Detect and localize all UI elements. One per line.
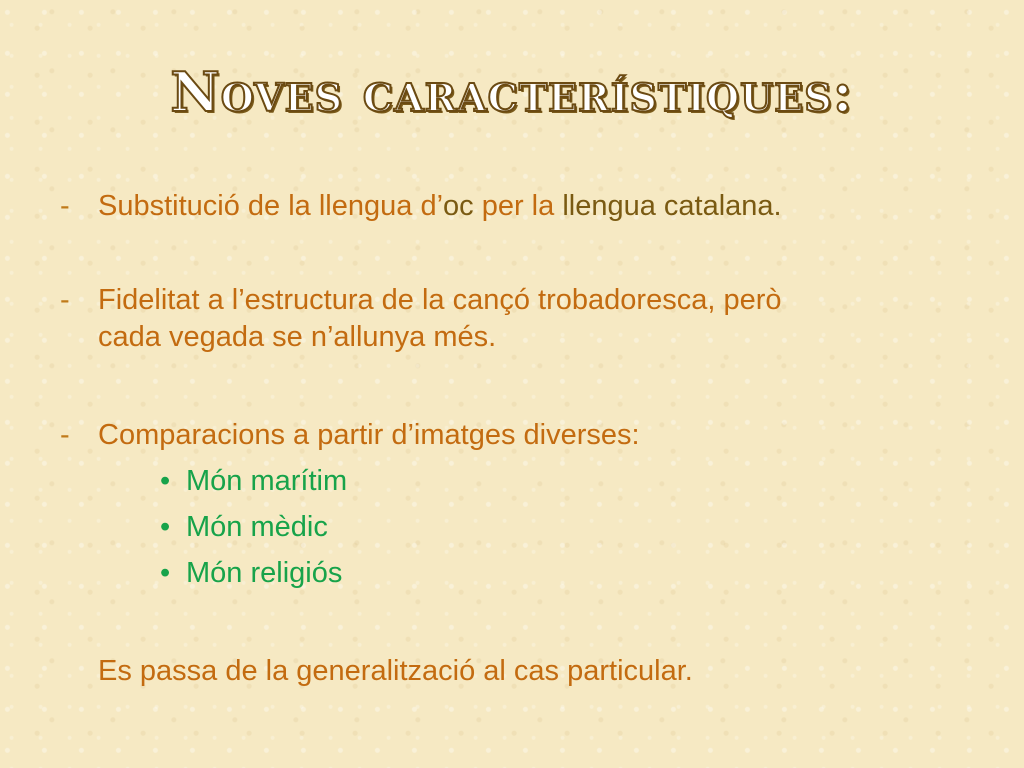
point-1-segment-4: llengua catalana. [562,190,782,222]
point-3-dash: - [60,419,70,451]
subbullet-item [160,509,328,546]
point-2-line-1: Fidelitat a l’estructura de la cançó trobadoresca, però [98,284,782,316]
point-3-text: Comparacions a partir d’imatges diverses: [98,419,640,451]
conclusion-text: Es passa de la generalització al cas particular. [98,655,693,687]
subbullet-text: Món religiós [186,557,343,589]
bullet-icon: • [160,465,171,497]
subbullet-text: Món marítim [186,465,348,497]
point-1-segment-3: per la [473,190,563,222]
point-2-line-2: cada vegada se n’allunya més. [98,321,497,353]
point-2-dash: - [60,284,70,316]
point-1-dash: - [60,190,70,222]
point-1-text [98,188,782,225]
point-1-segment-1: Substitució de la llengua d’ [98,190,444,222]
bullet-icon: • [160,511,171,543]
subbullet-item [160,463,347,500]
subbullet-item [160,555,342,592]
subbullet-text: Món mèdic [186,511,328,543]
slide-title: Noves característiques: [170,60,854,124]
point-1-segment-2: oc [443,190,474,222]
bullet-icon: • [160,557,171,589]
